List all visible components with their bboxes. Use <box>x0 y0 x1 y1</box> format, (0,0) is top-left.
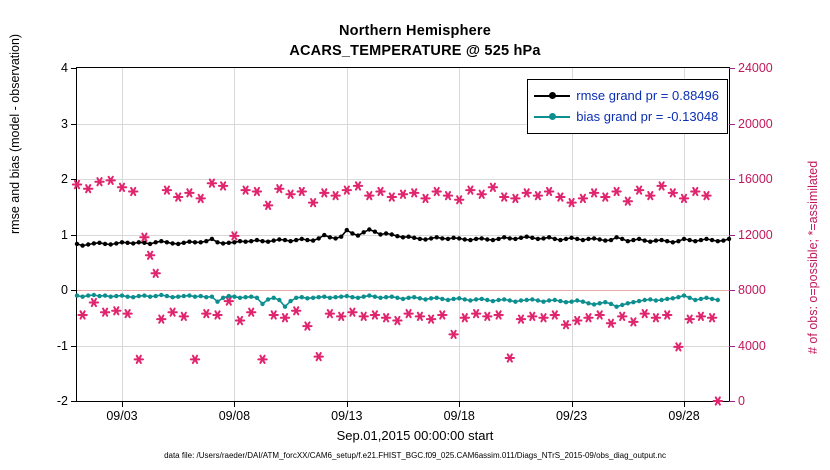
legend-item[interactable] <box>534 106 719 127</box>
x-tick-label: 09/03 <box>106 409 138 423</box>
x-axis-title: Sep.01,2015 00:00:00 start <box>336 428 494 443</box>
y-tick-label-left: 2 <box>61 172 68 186</box>
plot-area <box>56 61 773 423</box>
y-tick-left <box>71 401 77 402</box>
y-axis-left-title: rmse and bias (model - observation) <box>8 33 22 234</box>
legend-label-rmse: rmse grand pr = 0.88496 <box>576 88 719 103</box>
y-tick-label-right: 4000 <box>738 338 766 353</box>
legend-item[interactable] <box>534 85 719 106</box>
title-line-1: Northern Hemisphere <box>338 23 492 39</box>
x-tick <box>234 401 235 407</box>
series-bias <box>75 293 720 309</box>
title-line-2: ACARS_TEMPERATURE @ 525 hPa <box>289 42 541 59</box>
series-rmse <box>75 227 731 248</box>
legend-swatch-bias <box>534 110 570 124</box>
y-tick-right <box>729 346 735 347</box>
legend-swatch-rmse <box>534 89 570 103</box>
y-tick-label-right: 8000 <box>738 283 766 297</box>
y-tick-right <box>729 68 735 69</box>
x-tick <box>684 401 685 407</box>
y-tick-right <box>729 124 735 125</box>
x-tick <box>459 401 460 407</box>
y-tick-right <box>729 235 735 236</box>
legend-label-bias: bias grand pr = -0.13048 <box>576 109 719 124</box>
y-tick-label-right: 20000 <box>738 116 773 131</box>
chart-title <box>0 22 830 61</box>
y-tick-label-left: 1 <box>61 227 68 242</box>
legend <box>527 79 728 134</box>
y-tick-label-left: 3 <box>61 116 68 131</box>
y-axis-right-title: # of obs: o=possible; *=assimilated <box>806 160 820 354</box>
x-tick <box>347 401 348 407</box>
y-tick-right <box>729 401 735 402</box>
y-tick-label-left: -2 <box>56 394 68 408</box>
x-tick-label: 09/18 <box>443 409 475 423</box>
y-tick-label-right: 16000 <box>738 172 773 186</box>
x-tick-label: 09/23 <box>555 409 588 423</box>
y-tick-label-left: 4 <box>61 61 68 75</box>
y-tick-label-right: 24000 <box>738 61 773 75</box>
x-tick <box>122 401 123 407</box>
y-tick-label-left: -1 <box>56 338 68 353</box>
y-tick-label-left: 0 <box>61 283 68 297</box>
x-tick-label: 09/08 <box>218 409 251 423</box>
obs-assimilated-markers <box>73 177 722 405</box>
data-file-note: data file: /Users/raeder/DAI/ATM_forcXX/CAM6_setup/f.e21.FHIST_BGC.f09_025.CAM6assim.011/Diags_NTrS_2015-09/obs_diag_output.nc <box>164 451 666 460</box>
y-tick-right <box>729 290 735 291</box>
y-tick-label-right: 0 <box>738 394 745 408</box>
x-tick-label: 09/13 <box>331 409 363 423</box>
y-tick-label-right: 12000 <box>738 227 773 242</box>
y-tick-right <box>729 179 735 180</box>
x-tick-label: 09/28 <box>668 409 700 423</box>
x-tick <box>572 401 573 407</box>
